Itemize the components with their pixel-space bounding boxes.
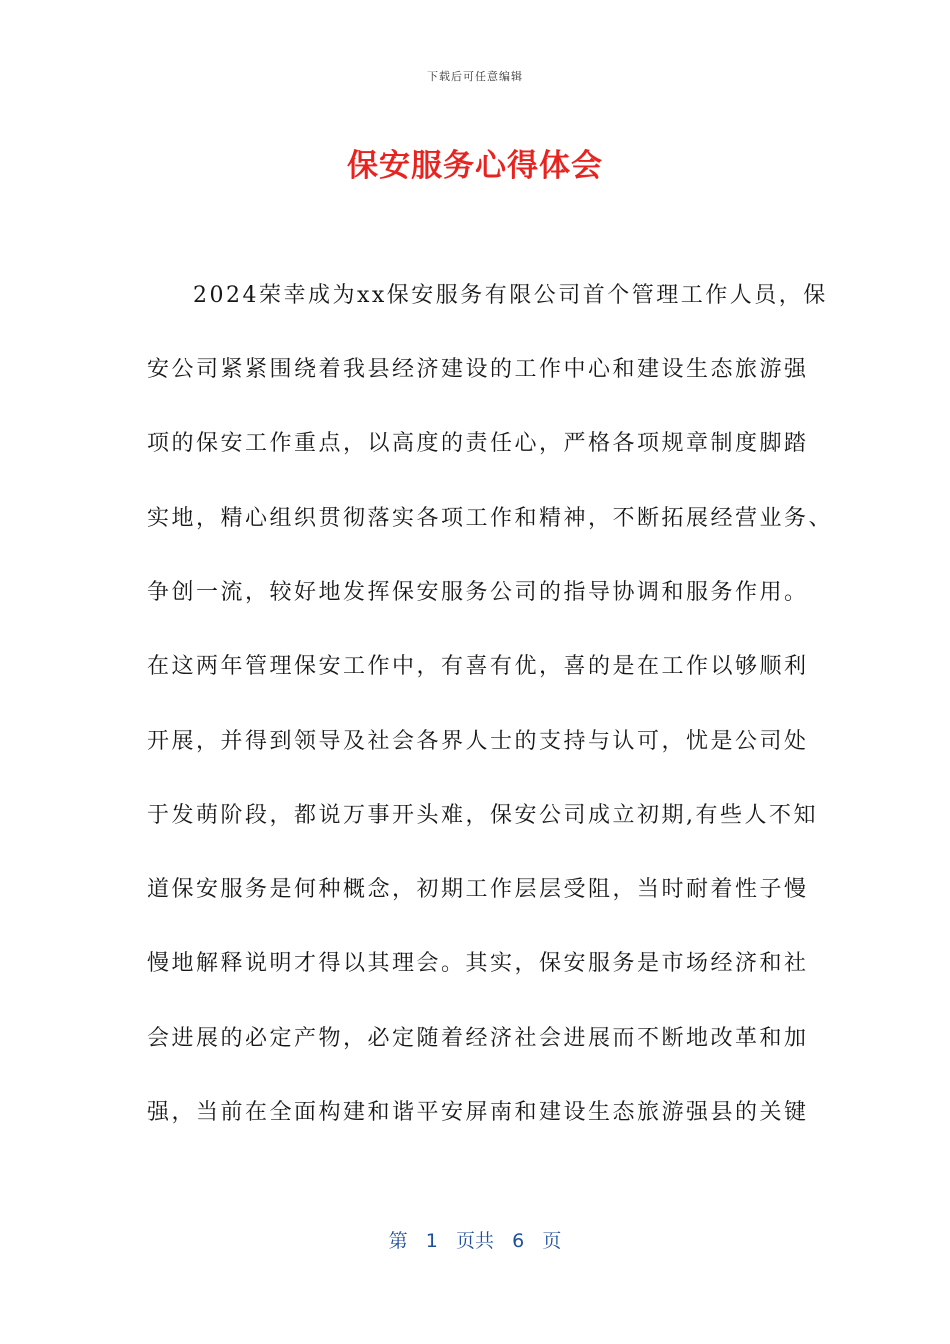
header-note: 下载后可任意编辑 xyxy=(427,70,523,83)
paragraph-line-7: 开展，并得到领导及社会各界人士的支持与认可，忧是公司处 xyxy=(147,729,809,754)
paragraph-line-12: 强，当前在全面构建和谐平安屏南和建设生态旅游强县的关键 xyxy=(147,1100,809,1125)
footer-page-total: 6 xyxy=(512,1230,525,1252)
paragraph-line-6: 在这两年管理保安工作中，有喜有优，喜的是在工作以够顺利 xyxy=(147,654,809,679)
footer-page-end: 页 xyxy=(542,1230,562,1252)
footer-page-label: 第 xyxy=(388,1230,408,1252)
paragraph-line-3: 项的保安工作重点，以高度的责任心，严格各项规章制度脚踏 xyxy=(147,431,809,456)
paragraph-line-4: 实地，精心组织贯彻落实各项工作和精神，不断拓展经营业务、 xyxy=(147,506,834,531)
paragraph-line-2: 安公司紧紧围绕着我县经济建设的工作中心和建设生态旅游强 xyxy=(147,357,809,382)
paragraph-line-5: 争创一流，较好地发挥保安服务公司的指导协调和服务作用。 xyxy=(147,580,809,605)
paragraph-line-9: 道保安服务是何种概念，初期工作层层受阻，当时耐着性子慢 xyxy=(147,877,809,902)
paragraph-line-10: 慢地解释说明才得以其理会。其实，保安服务是市场经济和社 xyxy=(147,951,809,976)
footer-page-current: 1 xyxy=(425,1230,438,1252)
paragraph-line-8: 于发萌阶段，都说万事开头难，保安公司成立初期,有些人不知 xyxy=(147,803,818,828)
document-title: 保安服务心得体会 xyxy=(347,148,603,184)
paragraph-line-11: 会进展的必定产物，必定随着经济社会进展而不断地改革和加 xyxy=(147,1026,809,1051)
page-footer xyxy=(0,1226,950,1253)
paragraph-line-1: 2024荣幸成为xx保安服务有限公司首个管理工作人员，保 xyxy=(193,283,828,308)
footer-page-mid: 页共 xyxy=(455,1230,494,1252)
